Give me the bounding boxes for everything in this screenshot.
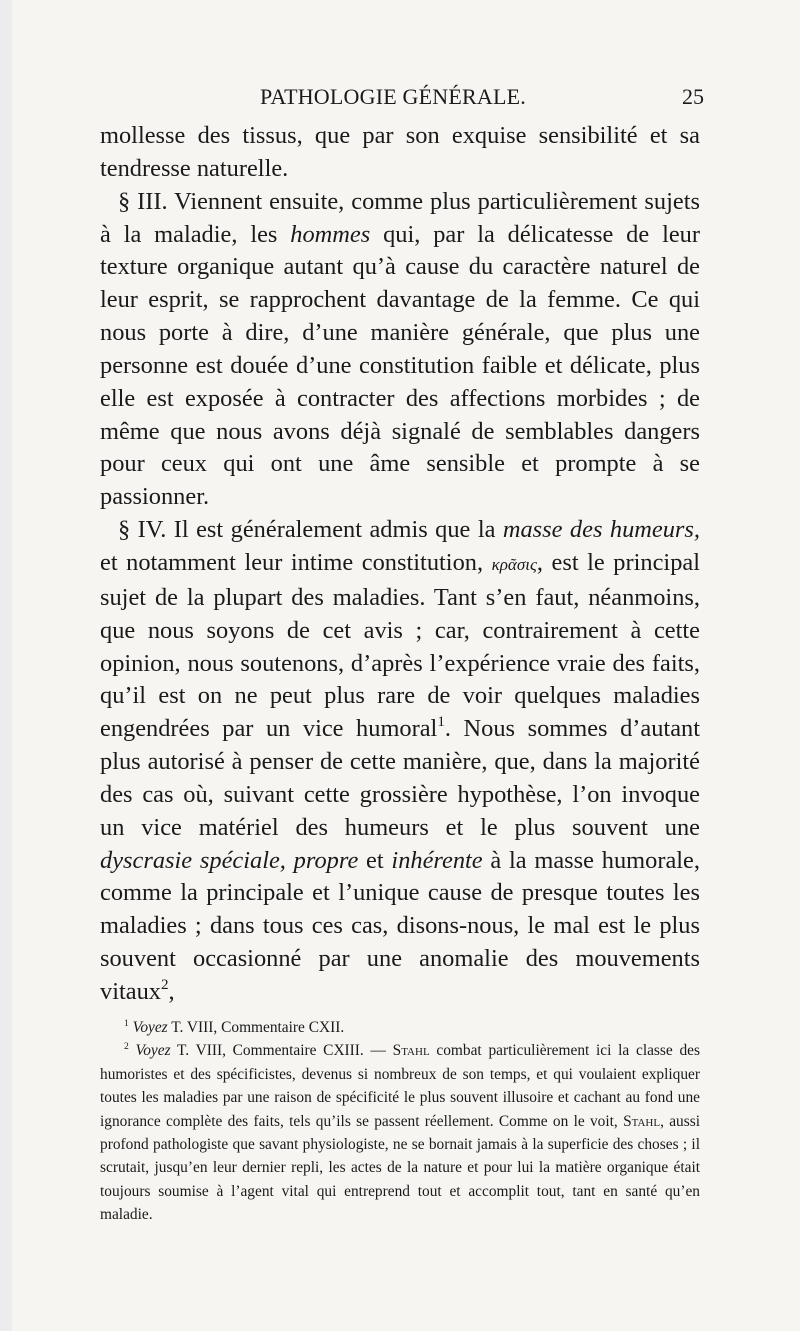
footnote-2 xyxy=(100,1039,700,1226)
greek-term: κρᾶσις xyxy=(491,554,537,574)
page-edge xyxy=(0,0,12,1331)
page-number: 25 xyxy=(682,84,704,109)
text-run: qui, par la délicatesse de leur texture organique autant qu’à cause du caractère naturel de leur esprit, se rapprochent davantage de la femme. Ce qui nous porte à dire, d’une manière générale, que plus une personne est douée d’une constitution faible et délicate, plus elle est exposée à contracter des affections morbides ; de même que nous avons déjà signalé de semblables dangers pour ceux qui ont une âme sensible et prompte à se passionner. xyxy=(100,220,700,511)
text-run: . Nous sommes d’autant plus autorisé à penser de cette manière, que, dans la majorité des cas où, suivant cette grossière hypothèse, l’on invoque un vice matériel des humeurs et le plus souvent une xyxy=(100,715,701,841)
page-header xyxy=(100,84,708,110)
footnote-text: T. VIII, Commentaire CXIII. — xyxy=(170,1042,393,1060)
footnote-voyez: Voyez xyxy=(135,1042,171,1060)
footnote-mark: 2 xyxy=(124,1041,129,1053)
author-name: Stahl xyxy=(623,1112,661,1130)
paragraph-section-iv xyxy=(100,514,700,1009)
footnotes xyxy=(100,1016,700,1227)
running-head: PATHOLOGIE GÉNÉRALE. xyxy=(260,84,526,109)
italic-term: dyscrasie spéciale, propre xyxy=(100,846,359,874)
text-run: et xyxy=(358,846,392,874)
italic-term: inhérente xyxy=(391,846,483,874)
paragraph-1: mollesse des tissus, que par son exquise sensibilité et sa tendresse naturelle. xyxy=(100,122,700,182)
italic-term: masse des humeurs, xyxy=(502,516,700,544)
paragraph-section-iii xyxy=(100,186,700,514)
footnote-text: combat particulièrement ici la classe des humoristes et des spécificistes, devenus si nombreux de son temps, et qui voulaient expliquer toutes les maladies par une raison de spécificité le plus souvent illusoire et cachant au fond une ignorance complète des faits, tels qu’ils se passent réellement. Comme on le voit, xyxy=(100,1042,700,1130)
footnote-voyez: Voyez xyxy=(132,1019,168,1036)
footnote-ref-1: 1 xyxy=(437,714,445,731)
text-run: et notamment leur intime constitution, xyxy=(100,548,492,576)
footnote-mark: 1 xyxy=(124,1017,129,1029)
text-run: à la masse humorale, comme la principale et l’unique cause de presque toutes les maladies ; dans tous ces cas, disons-nous, le mal est le plus souvent occasionné par une anomalie des mouvements vitaux xyxy=(100,846,700,1005)
footnote-1 xyxy=(100,1016,700,1039)
body-text xyxy=(100,120,700,1009)
footnote-text: , aussi profond pathologiste que savant physiologiste, ne se bornait jamais à la superficie des choses ; il scrutait, jusqu’en leur dernier repli, les actes de la nature et pour lui la matière organique était toujours soumise à l’agent vital qui entreprend tout et accomplit tout, tant en santé qu’en maladie. xyxy=(100,1112,700,1224)
text-run: § IV. Il est généralement admis que la xyxy=(118,516,503,544)
text-run: , est le principal sujet de la plupart des maladies. Tant s’en faut, néanmoins, que nous soyons de cet avis ; car, contrairement à cette opinion, nous soutenons, d’après l’expérience vraie des faits, qu’il est on ne peut plus rare de voir quelques maladies engendrées par un vice humoral xyxy=(100,548,700,743)
text-run: § III. Viennent ensuite, comme plus particulièrement sujets à la maladie, les xyxy=(100,187,700,248)
footnote-ref-2: 2 xyxy=(160,977,169,994)
author-name: Stahl xyxy=(392,1042,430,1060)
text-run: , xyxy=(168,977,175,1005)
italic-term: hommes xyxy=(290,220,371,248)
footnote-text: T. VIII, Commentaire CXII. xyxy=(167,1019,345,1036)
